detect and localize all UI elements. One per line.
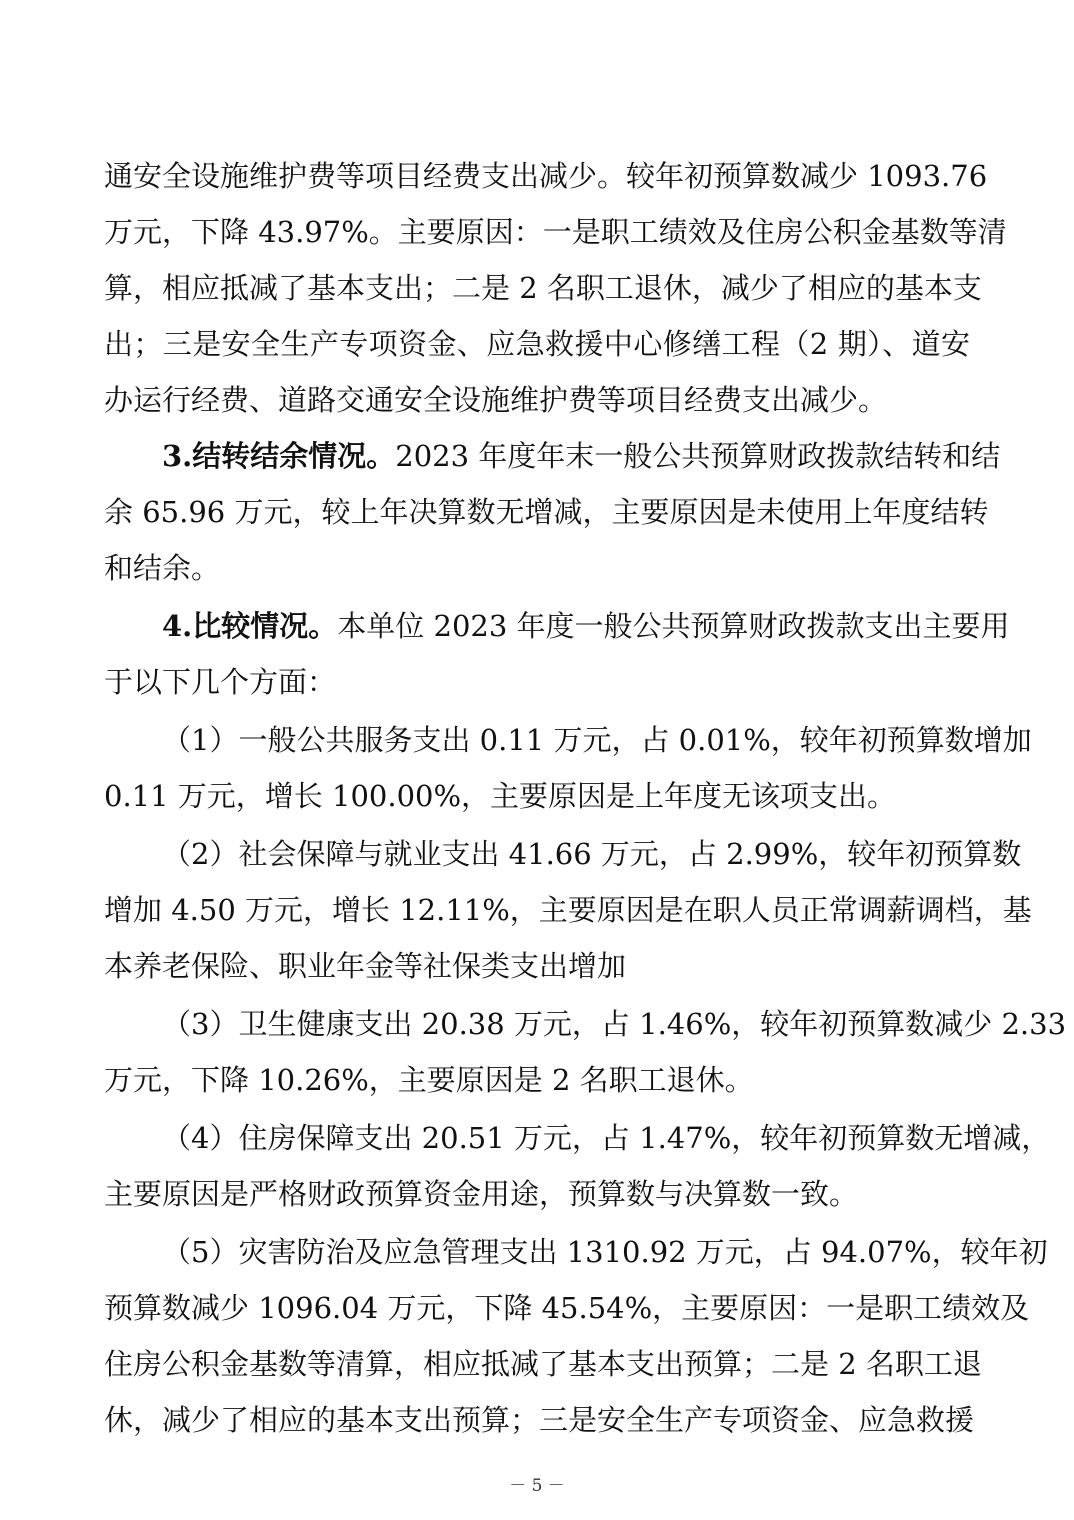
list-item-line: （1）一般公共服务支出 0.11 万元，占 0.01%，较年初预算数增加 [162,723,1032,757]
body-line: 和结余。 [104,551,221,585]
section-heading: 4.比较情况。 [162,609,338,643]
list-item-line: （2）社会保障与就业支出 41.66 万元，占 2.99%，较年初预算数 [162,837,1022,871]
body-line: 主要原因是严格财政预算资金用途，预算数与决算数一致。 [104,1177,859,1211]
body-line: 出；三是安全生产专项资金、应急救援中心修缮工程（2 期）、道安 [104,327,970,361]
body-line: 余 65.96 万元，较上年决算数无增减，主要原因是未使用上年度结转 [104,495,989,529]
body-line: 住房公积金基数等清算，相应抵减了基本支出预算；二是 2 名职工退 [104,1347,982,1381]
body-line: 万元，下降 10.26%，主要原因是 2 名职工退休。 [104,1063,754,1097]
section-3-first-line [162,436,1001,476]
body-line: 办运行经费、道路交通安全设施维护费等项目经费支出减少。 [104,383,888,417]
list-item-line: （4）住房保障支出 20.51 万元，占 1.47%，较年初预算数无增减， [162,1121,1051,1155]
body-line: 算，相应抵减了基本支出；二是 2 名职工退休，减少了相应的基本支 [104,271,982,305]
body-line: 通安全设施维护费等项目经费支出减少。较年初预算数减少 1093.76 [104,159,988,193]
body-text: 2023 年度年末一般公共预算财政拨款结转和结 [395,439,1001,473]
body-line: 0.11 万元，增长 100.00%，主要原因是上年度无该项支出。 [104,779,897,813]
body-line: 休，减少了相应的基本支出预算；三是安全生产专项资金、应急救援 [104,1403,975,1437]
body-line: 预算数减少 1096.04 万元，下降 45.54%，主要原因：一是职工绩效及 [104,1291,1030,1325]
section-4-first-line [162,606,1010,646]
page-number: － 5 － [509,1476,565,1496]
body-line: 本养老保险、职业年金等社保类支出增加 [104,949,627,983]
body-line: 于以下几个方面： [104,665,337,699]
list-item-line: （5）灾害防治及应急管理支出 1310.92 万元，占 94.07%，较年初 [162,1235,1048,1269]
body-line: 增加 4.50 万元，增长 12.11%，主要原因是在职人员正常调薪调档，基 [104,893,1032,927]
body-line: 万元，下降 43.97%。主要原因：一是职工绩效及住房公积金基数等清 [104,215,1007,249]
body-text: 本单位 2023 年度一般公共预算财政拨款支出主要用 [337,609,1010,643]
section-heading: 3.结转结余情况。 [162,439,396,473]
list-item-line: （3）卫生健康支出 20.38 万元，占 1.46%，较年初预算数减少 2.33 [162,1007,1067,1041]
